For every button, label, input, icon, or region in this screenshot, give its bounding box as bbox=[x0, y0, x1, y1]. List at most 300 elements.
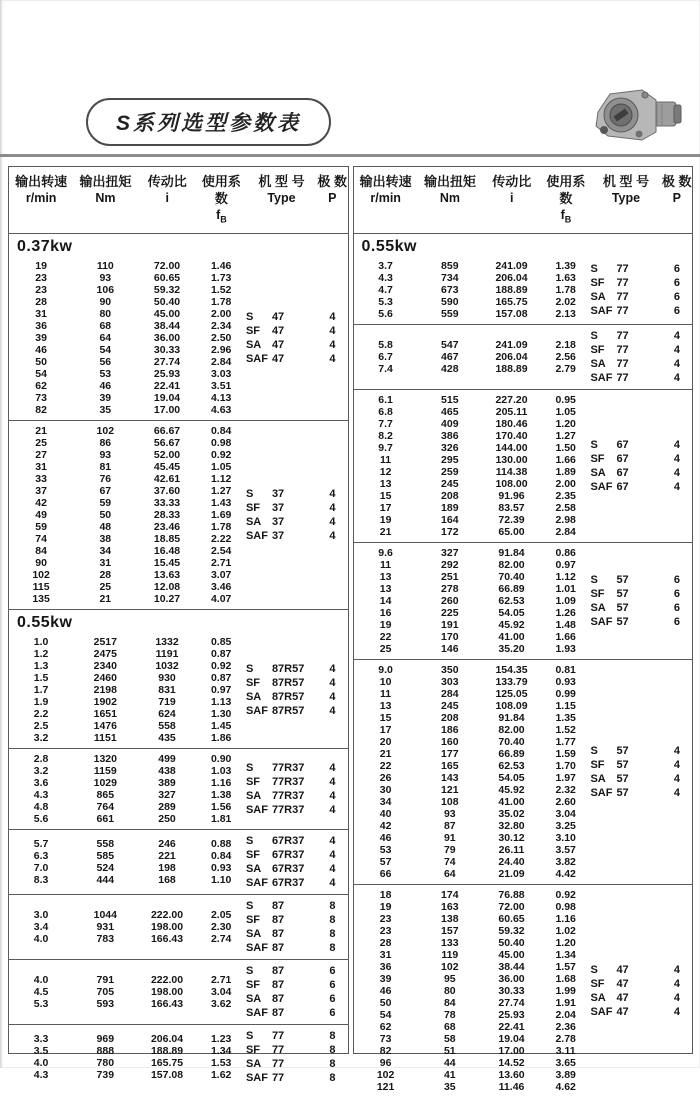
cell: 245 bbox=[441, 699, 459, 712]
cell: 133 bbox=[441, 936, 459, 949]
cell: 1.68 bbox=[555, 972, 576, 985]
cell: 157.08 bbox=[150, 1068, 184, 1081]
table-row bbox=[354, 712, 591, 724]
cell: 186 bbox=[441, 723, 459, 736]
cell: 1.91 bbox=[555, 996, 576, 1009]
type-row bbox=[590, 290, 692, 304]
table-row bbox=[354, 997, 591, 1009]
data-rows bbox=[9, 974, 246, 1010]
cell: 1476 bbox=[93, 719, 117, 732]
cell: 19 bbox=[379, 618, 392, 631]
pole-count: 4 bbox=[673, 977, 680, 990]
cell: 102 bbox=[376, 1068, 395, 1081]
type-row bbox=[246, 338, 348, 352]
table-row bbox=[9, 862, 246, 874]
type-prefix: S bbox=[245, 662, 254, 675]
type-row bbox=[246, 899, 348, 913]
cell: 295 bbox=[441, 453, 459, 466]
table-row bbox=[354, 901, 591, 913]
cell: 673 bbox=[441, 283, 459, 296]
table-row bbox=[9, 1069, 246, 1081]
cell: 36 bbox=[35, 319, 47, 332]
cell: 28 bbox=[35, 295, 47, 308]
cell: 3.3 bbox=[33, 1032, 49, 1045]
cell: 1.34 bbox=[555, 948, 576, 961]
cell: 1.16 bbox=[555, 912, 576, 925]
data-rows bbox=[9, 636, 246, 744]
cell: 208 bbox=[441, 489, 459, 502]
table-row bbox=[354, 1081, 591, 1093]
cell: 1.7 bbox=[33, 683, 49, 696]
cell: 1.0 bbox=[33, 635, 49, 648]
cell: 34 bbox=[99, 544, 112, 557]
type-model: 87R57 bbox=[271, 662, 305, 675]
type-row bbox=[590, 587, 692, 601]
cell: 4.0 bbox=[33, 973, 49, 986]
type-row bbox=[590, 452, 692, 466]
type-prefix: S bbox=[590, 744, 598, 757]
type-prefix: SAF bbox=[245, 352, 268, 365]
cell: 3.7 bbox=[378, 259, 393, 272]
type-model: 57 bbox=[616, 587, 629, 600]
cell: 62.53 bbox=[498, 594, 525, 607]
cell: 12.08 bbox=[153, 580, 181, 593]
table-row bbox=[354, 547, 591, 559]
table-row bbox=[9, 753, 246, 765]
type-model: 77 bbox=[616, 304, 629, 317]
table-row bbox=[354, 1045, 591, 1057]
type-prefix: S bbox=[245, 1029, 254, 1042]
cell: 3.4 bbox=[33, 920, 49, 933]
cell: 1.10 bbox=[210, 873, 232, 886]
type-prefix: SA bbox=[245, 1057, 262, 1070]
pole-count: 4 bbox=[673, 329, 680, 342]
pole-count: 8 bbox=[329, 1057, 336, 1070]
cell: 10 bbox=[379, 675, 392, 688]
type-prefix: SAF bbox=[245, 941, 268, 954]
table-header bbox=[9, 167, 348, 234]
cell: 83.57 bbox=[498, 501, 525, 514]
cell: 1651 bbox=[93, 707, 117, 720]
cell: 106 bbox=[96, 283, 115, 296]
cell: 45.00 bbox=[498, 948, 525, 961]
type-row bbox=[246, 761, 348, 775]
table-row bbox=[9, 777, 246, 789]
cell: 1.13 bbox=[210, 695, 232, 708]
type-model: 87 bbox=[271, 899, 285, 912]
cell: 21 bbox=[99, 592, 112, 605]
cell: 3.04 bbox=[210, 985, 232, 998]
type-list bbox=[590, 329, 692, 385]
table-row bbox=[354, 724, 591, 736]
cell: 1.89 bbox=[555, 465, 576, 478]
cell: 6.8 bbox=[378, 405, 393, 418]
cell: 102 bbox=[441, 960, 459, 973]
type-model: 87R57 bbox=[271, 690, 305, 703]
table-row bbox=[354, 1009, 591, 1021]
type-row bbox=[246, 529, 348, 543]
type-model: 77 bbox=[616, 371, 629, 384]
type-list bbox=[246, 899, 348, 955]
pole-count: 4 bbox=[329, 310, 336, 323]
cell: 46 bbox=[379, 984, 392, 997]
cell: 4.3 bbox=[33, 1068, 49, 1081]
cell: 41.00 bbox=[498, 630, 525, 643]
cell: 157.08 bbox=[495, 307, 528, 320]
cell: 1.20 bbox=[555, 417, 576, 430]
table-row bbox=[9, 437, 246, 449]
cell: 31 bbox=[35, 460, 47, 473]
pole-count: 6 bbox=[329, 1006, 336, 1019]
cell: 2.30 bbox=[210, 920, 232, 933]
cell: 4.8 bbox=[33, 800, 49, 813]
type-row bbox=[246, 862, 348, 876]
cell: 174 bbox=[441, 888, 459, 901]
cell: 28.33 bbox=[153, 508, 181, 521]
parameter-block bbox=[9, 894, 348, 959]
table-row bbox=[354, 559, 591, 571]
cell: 4.13 bbox=[210, 391, 232, 404]
pole-count: 6 bbox=[673, 573, 680, 586]
table-row bbox=[354, 502, 591, 514]
cell: 37.60 bbox=[153, 484, 181, 497]
type-prefix: S bbox=[245, 761, 254, 774]
cell: 289 bbox=[158, 800, 176, 813]
cell: 593 bbox=[96, 997, 115, 1010]
table-row bbox=[9, 986, 246, 998]
table-row bbox=[354, 284, 591, 296]
cell: 23 bbox=[35, 271, 47, 284]
type-model: 47 bbox=[271, 338, 285, 351]
cell: 0.97 bbox=[555, 558, 576, 571]
type-model: 77 bbox=[616, 329, 629, 342]
cell: 1.77 bbox=[555, 735, 576, 748]
cell: 13 bbox=[379, 582, 392, 595]
table-row bbox=[354, 784, 591, 796]
cell: 54.05 bbox=[498, 771, 525, 784]
pole-count: 4 bbox=[673, 480, 680, 493]
cell: 3.11 bbox=[555, 1044, 576, 1057]
cell: 170.40 bbox=[495, 429, 528, 442]
type-row bbox=[590, 615, 692, 629]
cell: 34 bbox=[379, 795, 392, 808]
cell: 35.20 bbox=[498, 642, 525, 655]
cell: 1.73 bbox=[210, 271, 232, 284]
parameter-block bbox=[9, 632, 348, 748]
cell: 1320 bbox=[93, 752, 117, 765]
cell: 221 bbox=[158, 849, 176, 862]
cell: 6.3 bbox=[33, 849, 49, 862]
table-row bbox=[354, 394, 591, 406]
cell: 165.75 bbox=[495, 295, 528, 308]
pole-count: 4 bbox=[329, 690, 336, 703]
header-torque: 输出扭矩 Nm bbox=[423, 174, 476, 205]
cell: 1.53 bbox=[210, 1056, 232, 1069]
table-row bbox=[9, 485, 246, 497]
cell: 38.44 bbox=[153, 319, 181, 332]
cell: 87 bbox=[443, 819, 456, 832]
cell: 859 bbox=[441, 259, 459, 272]
pole-count: 4 bbox=[329, 324, 336, 337]
parameter-block bbox=[9, 420, 348, 609]
cell: 4.5 bbox=[33, 985, 49, 998]
table-body bbox=[354, 234, 693, 1097]
cell: 119 bbox=[441, 948, 459, 961]
header-type: 机 型 号 Type bbox=[602, 174, 650, 205]
table-header bbox=[354, 167, 693, 234]
pole-count: 8 bbox=[329, 1071, 336, 1084]
cell: 23 bbox=[35, 283, 47, 296]
cell: 2.2 bbox=[33, 707, 49, 720]
cell: 969 bbox=[96, 1032, 115, 1045]
cell: 1.09 bbox=[555, 594, 576, 607]
cell: 16.48 bbox=[153, 544, 181, 557]
table-row bbox=[9, 404, 246, 416]
cell: 9.6 bbox=[378, 546, 393, 559]
table-row bbox=[354, 296, 591, 308]
cell: 1.9 bbox=[33, 695, 49, 708]
type-model: 77 bbox=[616, 343, 629, 356]
cell: 303 bbox=[441, 675, 459, 688]
pole-count: 4 bbox=[329, 515, 336, 528]
type-prefix: SAF bbox=[245, 529, 268, 542]
cell: 64 bbox=[99, 331, 112, 344]
cell: 166.43 bbox=[150, 997, 184, 1010]
cell: 95 bbox=[443, 972, 456, 985]
type-row bbox=[590, 262, 692, 276]
cell: 54 bbox=[35, 367, 47, 380]
cell: 35.02 bbox=[498, 807, 525, 820]
cell: 91.96 bbox=[498, 489, 525, 502]
cell: 5.6 bbox=[33, 812, 49, 825]
cell: 435 bbox=[158, 731, 176, 744]
cell: 90 bbox=[35, 556, 47, 569]
pole-count: 8 bbox=[329, 1029, 336, 1042]
cell: 82.00 bbox=[498, 558, 525, 571]
cell: 154.35 bbox=[495, 663, 528, 676]
cell: 76 bbox=[99, 472, 112, 485]
gear-reducer-photo bbox=[590, 82, 686, 154]
cell: 524 bbox=[96, 861, 115, 874]
cell: 59.32 bbox=[153, 283, 181, 296]
cell: 45.00 bbox=[153, 307, 181, 320]
cell: 30.12 bbox=[498, 831, 525, 844]
table-row bbox=[354, 889, 591, 901]
type-prefix: SF bbox=[590, 343, 605, 356]
cell: 38 bbox=[99, 532, 112, 545]
table-row bbox=[9, 392, 246, 404]
cell: 558 bbox=[96, 837, 115, 850]
cell: 72.00 bbox=[153, 259, 181, 272]
cell: 81 bbox=[99, 460, 112, 473]
cell: 39 bbox=[379, 972, 392, 985]
parameter-block bbox=[354, 256, 693, 324]
cell: 22 bbox=[379, 759, 392, 772]
cell: 888 bbox=[96, 1044, 115, 1057]
type-model: 57 bbox=[616, 615, 629, 628]
type-row bbox=[246, 803, 348, 817]
cell: 20 bbox=[379, 735, 392, 748]
table-row bbox=[9, 320, 246, 332]
cell: 1.97 bbox=[555, 771, 576, 784]
type-list bbox=[590, 438, 692, 494]
type-row bbox=[246, 324, 348, 338]
cell: 45.92 bbox=[498, 783, 525, 796]
cell: 44 bbox=[443, 1056, 456, 1069]
table-row bbox=[354, 700, 591, 712]
table-row bbox=[354, 619, 591, 631]
cell: 50 bbox=[99, 508, 112, 521]
pole-count: 4 bbox=[329, 352, 336, 365]
cell: 84 bbox=[443, 996, 456, 1009]
pole-count: 4 bbox=[329, 775, 336, 788]
type-list bbox=[590, 573, 692, 629]
type-list bbox=[590, 963, 692, 1019]
type-row bbox=[246, 310, 348, 324]
type-row bbox=[246, 992, 348, 1006]
cell: 50.40 bbox=[498, 936, 525, 949]
data-rows bbox=[9, 1033, 246, 1081]
cell: 590 bbox=[441, 295, 459, 308]
cell: 23 bbox=[379, 924, 392, 937]
cell: 1.99 bbox=[555, 984, 576, 997]
type-row bbox=[246, 775, 348, 789]
cell: 206.04 bbox=[495, 350, 528, 363]
type-prefix: SF bbox=[590, 758, 605, 771]
cell: 3.46 bbox=[210, 580, 232, 593]
type-prefix: SF bbox=[245, 848, 260, 861]
cell: 1.78 bbox=[210, 295, 232, 308]
cell: 292 bbox=[441, 558, 459, 571]
cell: 27.74 bbox=[498, 996, 525, 1009]
cell: 121 bbox=[376, 1080, 395, 1093]
type-model: 87 bbox=[271, 927, 285, 940]
type-row bbox=[590, 977, 692, 991]
cell: 6.7 bbox=[378, 350, 393, 363]
table-row bbox=[9, 473, 246, 485]
cell: 31 bbox=[99, 556, 112, 569]
type-prefix: SA bbox=[590, 466, 606, 479]
table-row bbox=[9, 1045, 246, 1057]
cell: 1.66 bbox=[555, 453, 576, 466]
table-row bbox=[9, 933, 246, 945]
type-list bbox=[590, 744, 692, 800]
header-speed: 输出转速 r/min bbox=[359, 174, 412, 205]
table-row bbox=[9, 874, 246, 886]
cell: 64 bbox=[443, 867, 456, 880]
cell: 39 bbox=[35, 331, 47, 344]
cell: 48 bbox=[99, 520, 112, 533]
pole-count: 4 bbox=[673, 371, 680, 384]
table-row bbox=[354, 985, 591, 997]
cell: 1.78 bbox=[210, 520, 232, 533]
cell: 3.82 bbox=[555, 855, 576, 868]
cell: 37 bbox=[35, 484, 47, 497]
cell: 2.18 bbox=[555, 338, 576, 351]
cell: 547 bbox=[441, 338, 459, 351]
cell: 36 bbox=[379, 960, 392, 973]
table-row bbox=[9, 308, 246, 320]
parameter-block bbox=[354, 324, 693, 389]
cell: 93 bbox=[99, 271, 112, 284]
type-model: 77 bbox=[271, 1057, 285, 1070]
cell: 164 bbox=[441, 513, 459, 526]
type-model: 77 bbox=[616, 262, 629, 275]
parameter-block bbox=[354, 389, 693, 542]
type-row bbox=[246, 704, 348, 718]
type-model: 87R57 bbox=[271, 676, 305, 689]
cell: 102 bbox=[96, 424, 115, 437]
cell: 82.00 bbox=[498, 723, 525, 736]
cell: 2.02 bbox=[555, 295, 576, 308]
cell: 783 bbox=[96, 932, 115, 945]
cell: 57 bbox=[379, 855, 392, 868]
cell: 45.45 bbox=[153, 460, 181, 473]
cell: 2.54 bbox=[210, 544, 232, 557]
type-row bbox=[590, 744, 692, 758]
type-prefix: SAF bbox=[590, 480, 613, 493]
table-row bbox=[9, 380, 246, 392]
cell: 19 bbox=[35, 259, 47, 272]
cell: 70.40 bbox=[498, 570, 525, 583]
cell: 165 bbox=[441, 759, 459, 772]
type-prefix: SF bbox=[245, 501, 260, 514]
table-row bbox=[354, 856, 591, 868]
cell: 2.71 bbox=[210, 556, 232, 569]
table-row bbox=[9, 344, 246, 356]
cell: 52.00 bbox=[153, 448, 181, 461]
cell: 2.8 bbox=[33, 752, 49, 765]
pole-count: 4 bbox=[329, 487, 336, 500]
type-row bbox=[590, 573, 692, 587]
cell: 499 bbox=[158, 752, 176, 765]
cell: 28 bbox=[99, 568, 112, 581]
cell: 33 bbox=[35, 472, 47, 485]
type-prefix: SA bbox=[590, 290, 606, 303]
type-prefix: SA bbox=[245, 927, 262, 940]
parameter-block bbox=[9, 829, 348, 894]
type-model: 67R37 bbox=[271, 848, 305, 861]
cell: 35 bbox=[443, 1080, 456, 1093]
table-row bbox=[9, 272, 246, 284]
type-model: 77 bbox=[271, 1043, 285, 1056]
pole-count: 4 bbox=[329, 862, 336, 875]
header-service-factor: 使用系数 $f_B$ bbox=[546, 174, 586, 225]
cell: 191 bbox=[441, 618, 459, 631]
cell: 62 bbox=[379, 1020, 392, 1033]
pole-count: 4 bbox=[673, 343, 680, 356]
cell: 157 bbox=[441, 924, 459, 937]
pole-count: 4 bbox=[673, 438, 680, 451]
type-row bbox=[590, 963, 692, 977]
cell: 0.81 bbox=[555, 663, 576, 676]
cell: 3.57 bbox=[555, 843, 576, 856]
type-row bbox=[590, 357, 692, 371]
table-row bbox=[354, 676, 591, 688]
cell: 791 bbox=[96, 973, 115, 986]
cell: 1.16 bbox=[210, 776, 232, 789]
cell: 585 bbox=[96, 849, 115, 862]
pole-count: 4 bbox=[673, 357, 680, 370]
type-model: 47 bbox=[271, 310, 285, 323]
table-body bbox=[9, 234, 348, 1089]
cell: 25 bbox=[379, 642, 392, 655]
cell: 1.12 bbox=[210, 472, 232, 485]
cell: 2.00 bbox=[555, 477, 576, 490]
type-model: 77R37 bbox=[271, 789, 305, 802]
pole-count: 4 bbox=[329, 662, 336, 675]
parameter-tables bbox=[8, 166, 693, 1093]
